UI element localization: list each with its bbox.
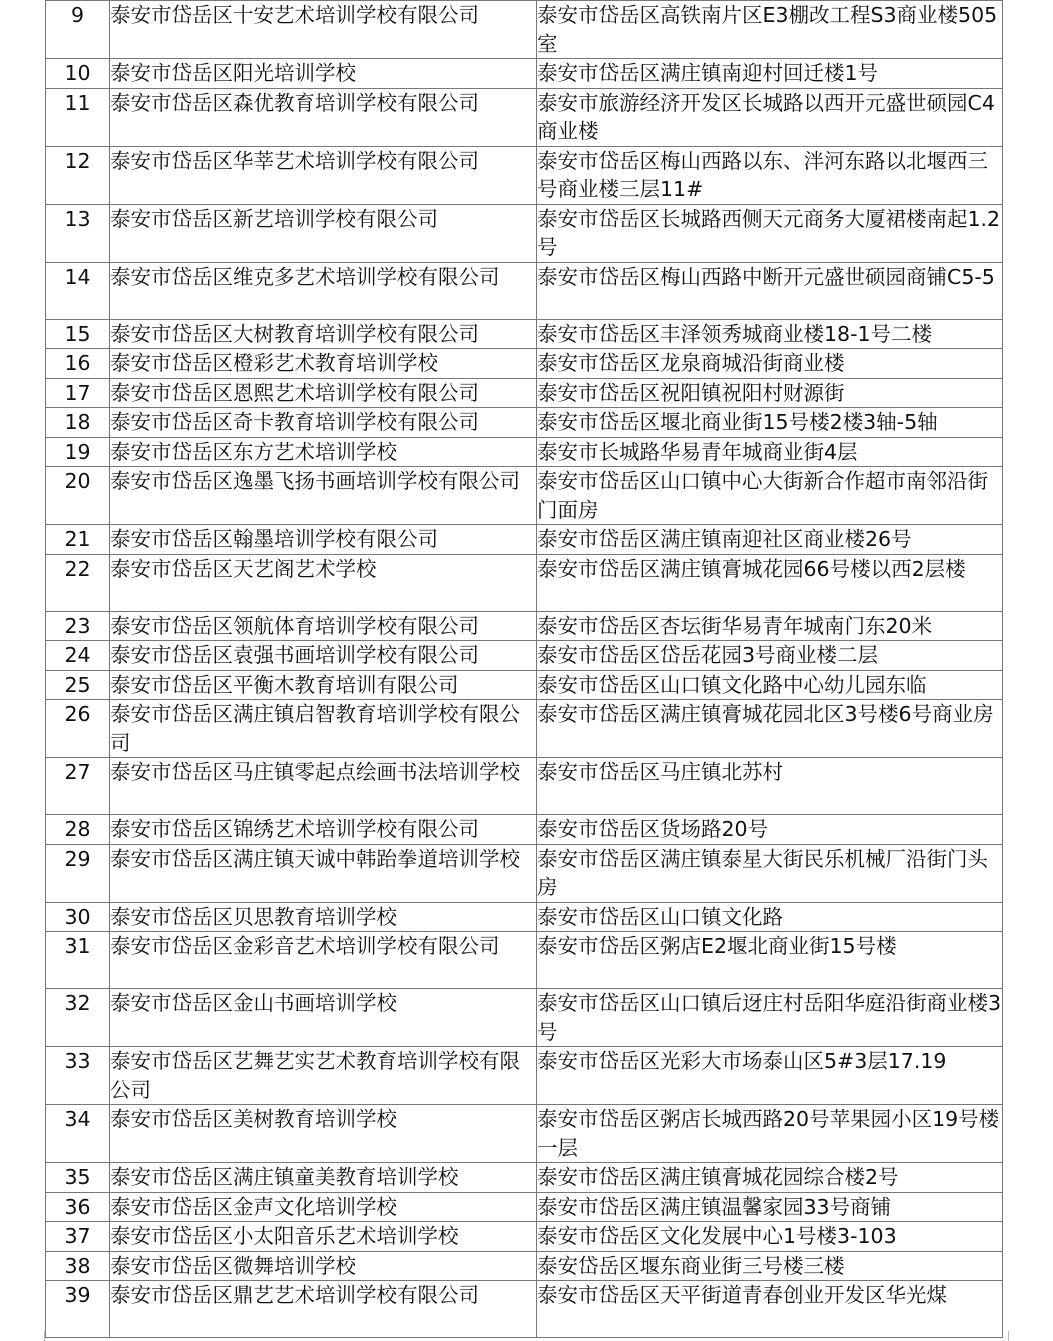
table-row <box>46 1281 1003 1338</box>
school-address-cell: 泰安市岱岳区岱岳花园3号商业楼二层 <box>537 641 1003 671</box>
school-name-cell: 泰安市岱岳区满庄镇启智教育培训学校有限公司 <box>110 700 537 758</box>
row-number: 31 <box>46 932 110 989</box>
page-edge-mark-left <box>44 1331 55 1341</box>
school-name-cell: 泰安市岱岳区森优教育培训学校有限公司 <box>110 88 537 146</box>
table-row <box>46 902 1003 932</box>
school-address-cell: 泰安市旅游经济开发区长城路以西开元盛世硕园C4商业楼 <box>537 88 1003 146</box>
row-number: 17 <box>46 378 110 408</box>
school-name-cell: 泰安市岱岳区马庄镇零起点绘画书法培训学校 <box>110 758 537 815</box>
school-list-table <box>45 0 1003 1338</box>
school-address-cell: 泰安市岱岳区堰北商业街15号楼2楼3轴-5轴 <box>537 408 1003 438</box>
row-number: 34 <box>46 1105 110 1163</box>
row-number: 11 <box>46 88 110 146</box>
row-number: 26 <box>46 700 110 758</box>
table-row <box>46 525 1003 555</box>
school-name-cell: 泰安市岱岳区十安艺术培训学校有限公司 <box>110 1 537 59</box>
table-row <box>46 204 1003 262</box>
school-name-cell: 泰安市岱岳区奇卡教育培训学校有限公司 <box>110 408 537 438</box>
school-address-cell: 泰安市岱岳区光彩大市场泰山区5#3层17.19 <box>537 1047 1003 1105</box>
school-name-cell: 泰安市岱岳区锦绣艺术培训学校有限公司 <box>110 815 537 845</box>
school-name-cell: 泰安市岱岳区美树教育培训学校 <box>110 1105 537 1163</box>
school-address-cell: 泰安市岱岳区货场路20号 <box>537 815 1003 845</box>
school-address-cell: 泰安市岱岳区高铁南片区E3棚改工程S3商业楼505室 <box>537 1 1003 59</box>
school-name-cell: 泰安市岱岳区平衡木教育培训有限公司 <box>110 670 537 700</box>
row-number: 18 <box>46 408 110 438</box>
table-row <box>46 59 1003 89</box>
school-address-cell: 泰安市岱岳区祝阳镇祝阳村财源街 <box>537 378 1003 408</box>
school-name-cell: 泰安市岱岳区满庄镇天诚中韩跆拳道培训学校 <box>110 844 537 902</box>
row-number: 10 <box>46 59 110 89</box>
table-row <box>46 611 1003 641</box>
row-number: 24 <box>46 641 110 671</box>
row-number: 13 <box>46 204 110 262</box>
school-address-cell: 泰安市岱岳区文化发展中心1号楼3-103 <box>537 1222 1003 1252</box>
school-name-cell: 泰安市岱岳区阳光培训学校 <box>110 59 537 89</box>
table-row <box>46 437 1003 467</box>
table-row <box>46 262 1003 319</box>
school-name-cell: 泰安市岱岳区鼎艺艺术培训学校有限公司 <box>110 1281 537 1338</box>
school-address-cell: 泰安市岱岳区满庄镇膏城花园综合楼2号 <box>537 1163 1003 1193</box>
school-name-cell: 泰安市岱岳区袁强书画培训学校有限公司 <box>110 641 537 671</box>
row-number: 27 <box>46 758 110 815</box>
row-number: 33 <box>46 1047 110 1105</box>
school-address-cell: 泰安市岱岳区粥店长城西路20号苹果园小区19号楼一层 <box>537 1105 1003 1163</box>
row-number: 39 <box>46 1281 110 1338</box>
row-number: 19 <box>46 437 110 467</box>
school-address-cell: 泰安市岱岳区满庄镇膏城花园66号楼以西2层楼 <box>537 554 1003 611</box>
school-name-cell: 泰安市岱岳区恩熙艺术培训学校有限公司 <box>110 378 537 408</box>
table-row <box>46 467 1003 525</box>
school-address-cell: 泰安市岱岳区粥店E2堰北商业街15号楼 <box>537 932 1003 989</box>
school-address-cell: 泰安市岱岳区山口镇文化路中心幼儿园东临 <box>537 670 1003 700</box>
school-name-cell: 泰安市岱岳区东方艺术培训学校 <box>110 437 537 467</box>
table-row <box>46 932 1003 989</box>
school-address-cell: 泰安市岱岳区马庄镇北苏村 <box>537 758 1003 815</box>
table-row <box>46 1163 1003 1193</box>
school-name-cell: 泰安市岱岳区金山书画培训学校 <box>110 989 537 1047</box>
table-row <box>46 408 1003 438</box>
table-row <box>46 554 1003 611</box>
table-row <box>46 989 1003 1047</box>
row-number: 23 <box>46 611 110 641</box>
school-name-cell: 泰安市岱岳区领航体育培训学校有限公司 <box>110 611 537 641</box>
table-row <box>46 1251 1003 1281</box>
school-name-cell: 泰安市岱岳区微舞培训学校 <box>110 1251 537 1281</box>
table-row <box>46 641 1003 671</box>
school-name-cell: 泰安市岱岳区满庄镇童美教育培训学校 <box>110 1163 537 1193</box>
school-address-cell: 泰安市岱岳区龙泉商城沿街商业楼 <box>537 349 1003 379</box>
school-address-cell: 泰安市岱岳区梅山西路以东、泮河东路以北堰西三号商业楼三层11# <box>537 146 1003 204</box>
school-address-cell: 泰安市岱岳区山口镇中心大街新合作超市南邻沿街门面房 <box>537 467 1003 525</box>
row-number: 36 <box>46 1192 110 1222</box>
row-number: 30 <box>46 902 110 932</box>
row-number: 32 <box>46 989 110 1047</box>
table-row <box>46 1047 1003 1105</box>
school-name-cell: 泰安市岱岳区逸墨飞扬书画培训学校有限公司 <box>110 467 537 525</box>
school-address-cell: 泰安岱岳区堰东商业街三号楼三楼 <box>537 1251 1003 1281</box>
school-name-cell: 泰安市岱岳区天艺阁艺术学校 <box>110 554 537 611</box>
row-number: 16 <box>46 349 110 379</box>
table-row <box>46 844 1003 902</box>
row-number: 12 <box>46 146 110 204</box>
table-row <box>46 815 1003 845</box>
table-row <box>46 1 1003 59</box>
school-address-cell: 泰安市岱岳区梅山西路中断开元盛世硕园商铺C5-5 <box>537 262 1003 319</box>
school-address-cell: 泰安市岱岳区满庄镇温馨家园33号商铺 <box>537 1192 1003 1222</box>
row-number: 20 <box>46 467 110 525</box>
table-row <box>46 1192 1003 1222</box>
school-name-cell: 泰安市岱岳区新艺培训学校有限公司 <box>110 204 537 262</box>
school-address-cell: 泰安市岱岳区满庄镇南迎村回迁楼1号 <box>537 59 1003 89</box>
table-row <box>46 1105 1003 1163</box>
school-address-cell: 泰安市岱岳区山口镇后迓庄村岳阳华庭沿街商业楼3号 <box>537 989 1003 1047</box>
school-address-cell: 泰安市岱岳区丰泽领秀城商业楼18-1号二楼 <box>537 319 1003 349</box>
school-address-cell: 泰安市岱岳区满庄镇南迎社区商业楼26号 <box>537 525 1003 555</box>
table-row <box>46 670 1003 700</box>
table-row <box>46 146 1003 204</box>
table-body <box>46 1 1003 1338</box>
table-row <box>46 349 1003 379</box>
row-number: 28 <box>46 815 110 845</box>
row-number: 21 <box>46 525 110 555</box>
table-row <box>46 378 1003 408</box>
page-edge-mark-right <box>1008 1331 1019 1341</box>
school-address-cell: 泰安市岱岳区满庄镇泰星大街民乐机械厂沿街门头房 <box>537 844 1003 902</box>
row-number: 25 <box>46 670 110 700</box>
school-name-cell: 泰安市岱岳区艺舞艺实艺术教育培训学校有限公司 <box>110 1047 537 1105</box>
school-name-cell: 泰安市岱岳区大树教育培训学校有限公司 <box>110 319 537 349</box>
row-number: 38 <box>46 1251 110 1281</box>
table-row <box>46 88 1003 146</box>
school-name-cell: 泰安市岱岳区维克多艺术培训学校有限公司 <box>110 262 537 319</box>
table-row <box>46 700 1003 758</box>
school-address-cell: 泰安市岱岳区天平街道青春创业开发区华光煤 <box>537 1281 1003 1338</box>
table-row <box>46 758 1003 815</box>
row-number: 15 <box>46 319 110 349</box>
row-number: 22 <box>46 554 110 611</box>
school-name-cell: 泰安市岱岳区贝思教育培训学校 <box>110 902 537 932</box>
school-name-cell: 泰安市岱岳区小太阳音乐艺术培训学校 <box>110 1222 537 1252</box>
school-name-cell: 泰安市岱岳区橙彩艺术教育培训学校 <box>110 349 537 379</box>
table-row <box>46 319 1003 349</box>
school-address-cell: 泰安市岱岳区山口镇文化路 <box>537 902 1003 932</box>
school-name-cell: 泰安市岱岳区华莘艺术培训学校有限公司 <box>110 146 537 204</box>
row-number: 37 <box>46 1222 110 1252</box>
school-address-cell: 泰安市长城路华易青年城商业街4层 <box>537 437 1003 467</box>
row-number: 9 <box>46 1 110 59</box>
school-name-cell: 泰安市岱岳区翰墨培训学校有限公司 <box>110 525 537 555</box>
school-address-cell: 泰安市岱岳区长城路西侧天元商务大厦裙楼南起1.2号 <box>537 204 1003 262</box>
school-address-cell: 泰安市岱岳区满庄镇膏城花园北区3号楼6号商业房 <box>537 700 1003 758</box>
school-name-cell: 泰安市岱岳区金彩音艺术培训学校有限公司 <box>110 932 537 989</box>
row-number: 29 <box>46 844 110 902</box>
row-number: 35 <box>46 1163 110 1193</box>
row-number: 14 <box>46 262 110 319</box>
table-row <box>46 1222 1003 1252</box>
school-name-cell: 泰安市岱岳区金声文化培训学校 <box>110 1192 537 1222</box>
school-address-cell: 泰安市岱岳区杏坛街华易青年城南门东20米 <box>537 611 1003 641</box>
